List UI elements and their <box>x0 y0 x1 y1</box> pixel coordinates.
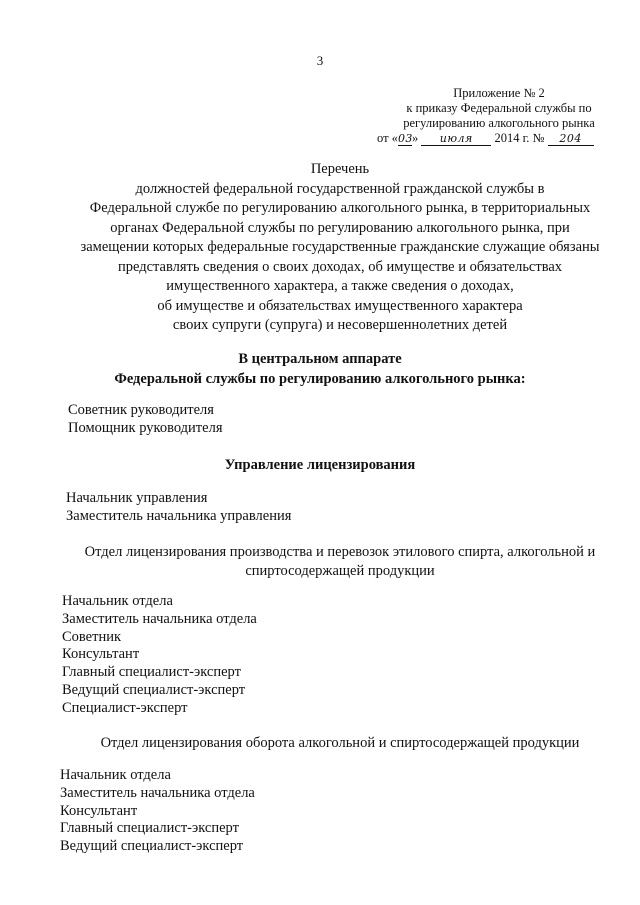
list-item: Советник руководителя <box>68 402 214 418</box>
appendix-title: Приложение № 2 <box>453 86 545 100</box>
title-line: представлять сведения о своих доходах, об имуществе и обязательствах <box>117 258 563 275</box>
production-division-positions-list <box>62 593 257 718</box>
list-item: Ведущий специалист-эксперт <box>62 681 246 698</box>
appendix-date-line <box>377 131 619 146</box>
date-month: июля <box>421 132 491 146</box>
document-title <box>40 160 640 336</box>
central-apparatus-heading <box>0 349 640 389</box>
title-line: об имуществе и обязательствах имущественного характера <box>157 297 523 314</box>
central-apparatus-line1: В центральном аппарате <box>238 351 402 367</box>
date-mid: » <box>411 131 419 145</box>
list-item: Специалист-эксперт <box>62 699 188 716</box>
list-item: Начальник отдела <box>60 767 171 783</box>
date-prefix: от « <box>377 131 398 145</box>
title-heading: Перечень <box>310 161 370 177</box>
title-line: органах Федеральной службы по регулированию алкогольного рынка, при <box>110 219 570 236</box>
appendix-header <box>379 86 619 146</box>
list-item: Начальник отдела <box>62 593 173 609</box>
turnover-division-heading <box>40 734 640 753</box>
list-item: Ведущий специалист-эксперт <box>60 838 244 855</box>
licensing-department-positions-list <box>66 490 291 526</box>
appendix-order-ref-cont: регулированию алкогольного рынка <box>403 116 595 130</box>
title-line: имущественного характера, а также сведения о доходах, <box>166 278 514 294</box>
list-item: Заместитель начальника отдела <box>60 784 255 801</box>
list-item: Консультант <box>60 802 138 819</box>
list-item: Помощник руководителя <box>68 419 223 436</box>
page-number: 3 <box>316 53 324 68</box>
title-line: своих супруги (супруга) и несовершеннолетних детей <box>172 317 508 333</box>
list-item: Консультант <box>62 646 140 663</box>
production-division-heading <box>40 543 640 581</box>
title-line: должностей федеральной государственной гражданской службы в <box>135 180 545 197</box>
production-division-line1: Отдел лицензирования производства и перевозок этилового спирта, алкогольной и <box>84 544 596 560</box>
order-number: 204 <box>548 132 594 146</box>
list-item: Главный специалист-эксперт <box>62 664 241 681</box>
turnover-division-line1: Отдел лицензирования оборота алкогольной и спиртосодержащей продукции <box>100 735 580 751</box>
licensing-department-title: Управление лицензирования <box>224 457 416 473</box>
appendix-order-ref: к приказу Федеральной службы по <box>406 101 592 115</box>
leadership-positions-list <box>68 402 223 438</box>
date-day: 03 <box>397 132 413 145</box>
production-division-line2: спиртосодержащей продукции <box>245 563 435 579</box>
central-apparatus-line2: Федеральной службы по регулированию алкогольного рынка: <box>114 371 526 387</box>
list-item: Заместитель начальника управления <box>66 507 292 524</box>
list-item: Главный специалист-эксперт <box>60 820 239 837</box>
list-item: Советник <box>62 628 122 645</box>
list-item: Заместитель начальника отдела <box>62 610 257 627</box>
list-item: Начальник управления <box>66 490 208 506</box>
title-line: замещении которых федеральные государственные гражданские служащие обязаны <box>80 239 600 255</box>
number-prefix: № <box>532 131 545 145</box>
title-line: Федеральной службе по регулированию алкогольного рынка, в территориальных <box>89 200 591 216</box>
date-year: 2014 г. <box>494 131 530 145</box>
licensing-department-heading <box>0 455 640 475</box>
turnover-division-positions-list <box>60 767 255 856</box>
